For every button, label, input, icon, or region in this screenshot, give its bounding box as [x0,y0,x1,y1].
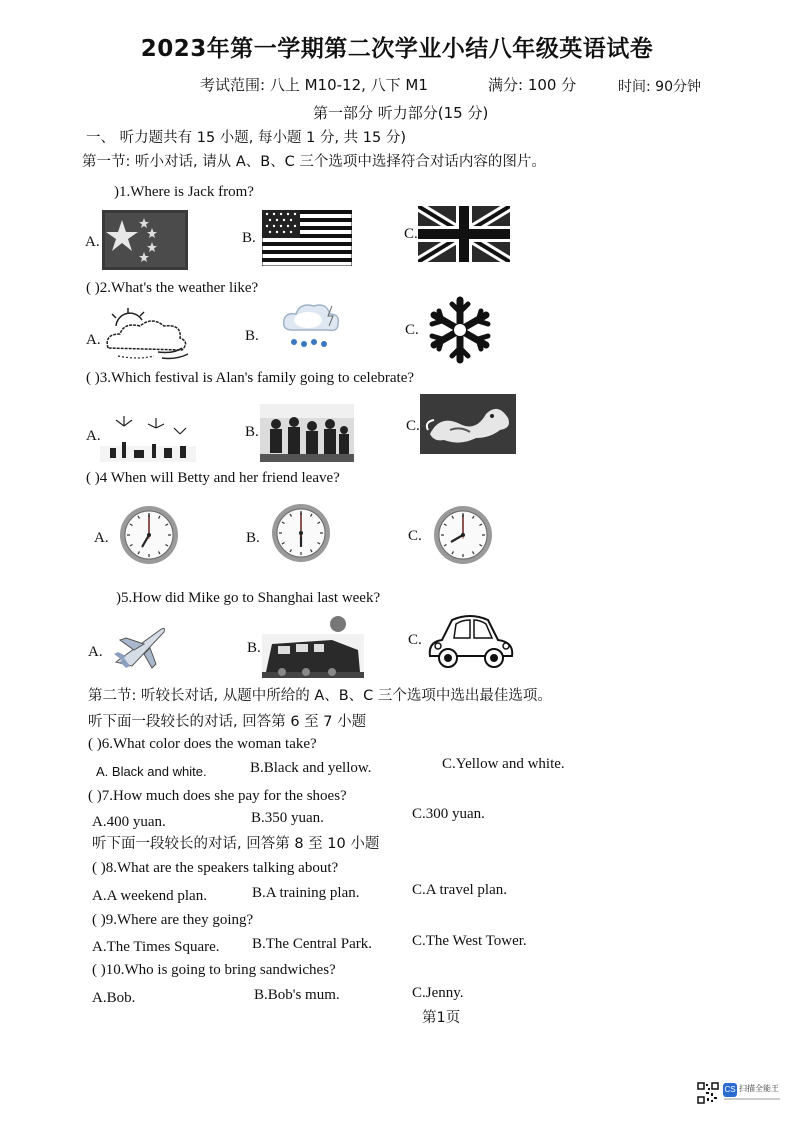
q1-label-a: A. [85,234,100,250]
question-8-stem: ( )8.What are the speakers talking about? [92,860,339,876]
q3-label-b: B. [245,424,259,440]
full-score: 满分: 100 分 [488,76,577,94]
snowflake-image [424,294,496,366]
qr-code-icon [697,1082,719,1104]
q10-option-c: C.Jenny. [412,985,464,1001]
question-9-stem: ( )9.Where are they going? [92,912,254,928]
cloudy-windy-image [98,304,194,364]
q9-option-b: B.The Central Park. [252,936,372,952]
q7-option-a: A.400 yuan. [92,814,166,830]
q1-label-c: C. [404,226,418,242]
q9-option-c: C.The West Tower. [412,933,527,949]
scanner-brand: 扫描全能王 [739,1084,779,1093]
q7-option-b: B.350 yuan. [251,810,324,826]
clock-a-icon [118,504,180,566]
dragon-image [420,394,516,454]
scanner-subtext-line [724,1098,780,1100]
section1-part-intro: 第一节: 听小对话, 请从 A、B、C 三个选项中选择符合对话内容的图片。 [82,154,546,170]
q8-option-c: C.A travel plan. [412,882,507,898]
q4-label-c: C. [408,528,422,544]
q1-label-b: B. [242,230,256,246]
plane-icon [112,624,168,670]
car-image [424,610,518,670]
exam-title: 2023年第一学期第二次学业小结八年级英语试卷 [140,36,654,62]
q5-label-c: C. [408,632,422,648]
rain-cloud-image [278,300,344,352]
q2-label-b: B. [245,328,259,344]
q5-label-a: A. [88,644,103,660]
family-photo-image [260,404,354,462]
q6-option-b: B.Black and yellow. [250,760,372,776]
section2-group1: 听下面一段较长的对话, 回答第 6 至 7 小题 [88,714,367,730]
page-number: 第1页 [422,1010,461,1026]
q8-option-b: B.A training plan. [252,885,360,901]
china-flag-image [102,210,188,270]
section1-intro: 一、 听力题共有 15 小题, 每小题 1 分, 共 15 分) [86,130,406,146]
section2-group2: 听下面一段较长的对话, 回答第 8 至 10 小题 [92,836,380,852]
q7-option-c: C.300 yuan. [412,806,485,822]
question-1-stem: )1.Where is Jack from? [114,184,254,200]
usa-flag-image [262,210,352,266]
question-5-stem: )5.How did Mike go to Shanghai last week? [116,590,381,606]
train-image [262,614,364,678]
clock-b-icon [270,502,332,564]
scanner-logo-icon: CS [723,1083,737,1097]
question-6-stem: ( )6.What color does the woman take? [88,736,317,752]
uk-flag-image [418,206,510,262]
q9-option-a: A.The Times Square. [92,939,220,955]
q8-option-a: A.A weekend plan. [92,888,207,904]
section2-part-intro: 第二节: 听较长对话, 从题中所给的 A、B、C 三个选项中选出最佳选项。 [88,688,552,704]
fireworks-image [100,406,196,462]
q3-label-c: C. [406,418,420,434]
question-4-stem: ( )4 When will Betty and her friend leave? [86,470,340,486]
q4-label-b: B. [246,530,260,546]
clock-c-icon [432,504,494,566]
question-3-stem: ( )3.Which festival is Alan's family going to celebrate? [86,370,415,386]
question-2-stem: ( )2.What's the weather like? [86,280,259,296]
q5-label-b: B. [247,640,261,656]
question-7-stem: ( )7.How much does she pay for the shoes? [88,788,347,804]
q2-label-c: C. [405,322,419,338]
q10-option-b: B.Bob's mum. [254,987,340,1003]
exam-time: 时间: 90分钟 [618,79,701,95]
q6-option-a: A. Black and white. [96,764,207,779]
question-10-stem: ( )10.Who is going to bring sandwiches? [92,962,336,978]
exam-scope: 考试范围: 八上 M10-12, 八下 M1 [200,76,428,94]
q6-option-c: C.Yellow and white. [442,756,565,772]
part-title: 第一部分 听力部分(15 分) [313,104,489,122]
q10-option-a: A.Bob. [92,990,136,1006]
q4-label-a: A. [94,530,109,546]
q3-label-a: A. [86,428,101,444]
q2-label-a: A. [86,332,101,348]
